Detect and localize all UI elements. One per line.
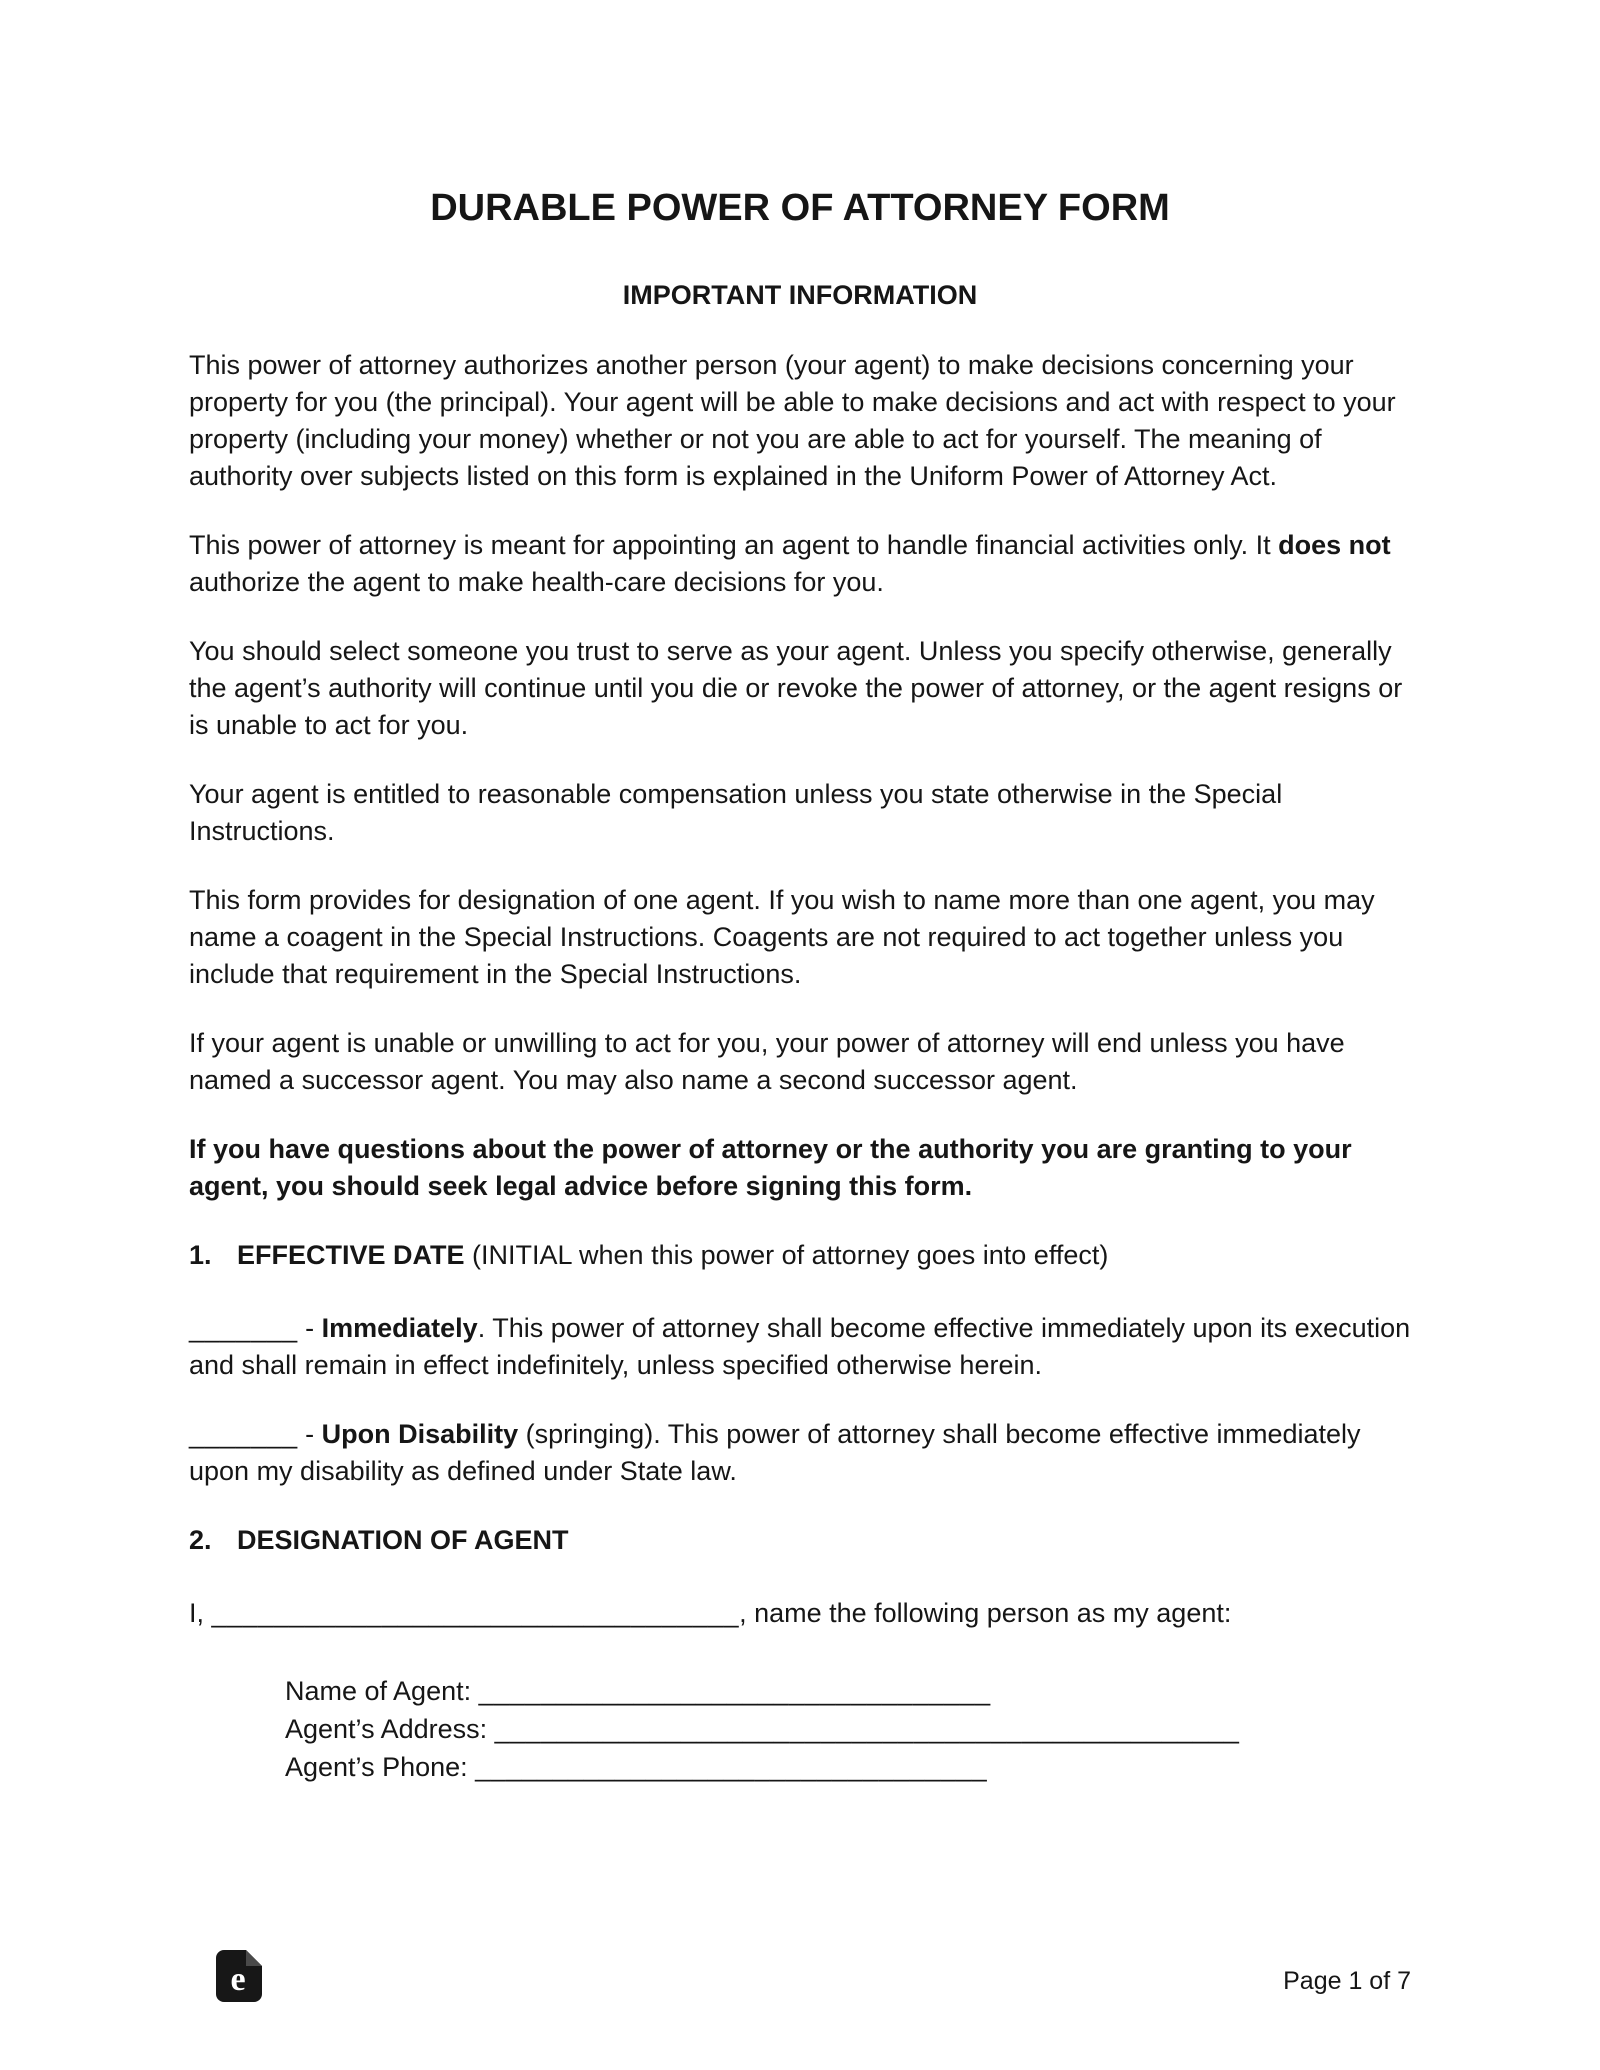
intro-paragraph-5: This form provides for designation of one agent. If you wish to name more than one agent, you may name a coagent in the Special Instructions. Coagents are not required to act together unless you include that requirement in the Special Instructions. [189,885,1375,989]
agent-fields [285,1672,1411,1786]
immediately-text: . This power of attorney shall become effective immediately upon its execution and shall remain in effect indefinitely, unless specified otherwise herein. [189,1313,1411,1380]
effective-date-disability-option [189,1416,1411,1490]
principal-name-line [189,1595,1411,1632]
agent-address-blank[interactable]: ________________________________________________ [494,1714,1240,1744]
principal-name-blank[interactable]: __________________________________ [211,1598,740,1628]
intro-paragraph-4: Your agent is entitled to reasonable compensation unless you state otherwise in the Special Instructions. [189,779,1283,846]
initial-blank-disability[interactable]: _______ [189,1419,298,1449]
section-2-heading [189,1522,1411,1559]
agent-address-line [285,1710,1411,1748]
agent-phone-blank[interactable]: _________________________________ [475,1752,988,1782]
section-2-number: 2. [189,1525,212,1555]
intro-paragraph-2-bold: does not [1278,530,1391,560]
immediately-label: Immediately [321,1313,478,1343]
intro-paragraph-2-text-b: authorize the agent to make health-care decisions for you. [189,567,884,597]
eforms-logo-letter: e [230,1961,246,1998]
intro-paragraph-7-legal-advice: If you have questions about the power of attorney or the authority you are granting to your agent, you should seek legal advice before signing this form. [189,1134,1352,1201]
initial-blank-immediately[interactable]: _______ [189,1313,298,1343]
intro-paragraph-1: This power of attorney authorizes another person (your agent) to make decisions concerning your property for you (the principal). Your agent will be able to make decisions and act with respect to your property (including your money) whether or not you are able to act for yourself. The meaning of authority over subjects listed on this form is explained in the Uniform Power of Attorney Act. [189,350,1396,491]
effective-date-immediately-option [189,1310,1411,1384]
principal-suffix: , name the following person as my agent: [739,1598,1232,1628]
intro-paragraph-2 [189,527,1411,601]
document-content [189,185,1411,1786]
section-1-note: (INITIAL when this power of attorney goes into effect) [464,1240,1109,1270]
agent-phone-label: Agent’s Phone: [285,1752,476,1782]
agent-name-blank[interactable]: _________________________________ [478,1676,991,1706]
agent-name-label: Name of Agent: [285,1676,479,1706]
section-1-title: EFFECTIVE DATE [237,1240,465,1270]
disability-label: Upon Disability [321,1419,519,1449]
immediately-separator: - [297,1313,322,1343]
section-2-title: DESIGNATION OF AGENT [237,1525,569,1555]
section-1-number: 1. [189,1240,212,1270]
intro-paragraph-3: You should select someone you trust to serve as your agent. Unless you specify otherwise, generally the agent’s authority will continue until you die or revoke the power of attorney, or the agent resigns or is unable to act for you. [189,636,1403,740]
agent-address-label: Agent’s Address: [285,1714,495,1744]
disability-text: (springing). This power of attorney shall become effective immediately upon my disability as defined under State law. [189,1419,1361,1486]
agent-phone-line [285,1748,1411,1786]
intro-paragraph-2-text-a: This power of attorney is meant for appointing an agent to handle financial activities only. It [189,530,1279,560]
agent-name-line [285,1672,1411,1710]
document-title: DURABLE POWER OF ATTORNEY FORM [430,187,1170,229]
principal-prefix: I, [189,1598,212,1628]
document-subtitle: IMPORTANT INFORMATION [622,280,978,310]
section-1-heading [189,1237,1411,1274]
disability-separator: - [297,1419,322,1449]
page-number-indicator: Page 1 of 7 [1283,1967,1411,1995]
intro-paragraph-6: If your agent is unable or unwilling to act for you, your power of attorney will end unless you have named a successor agent. You may also name a second successor agent. [189,1028,1345,1095]
eforms-logo-icon [216,1950,262,2002]
